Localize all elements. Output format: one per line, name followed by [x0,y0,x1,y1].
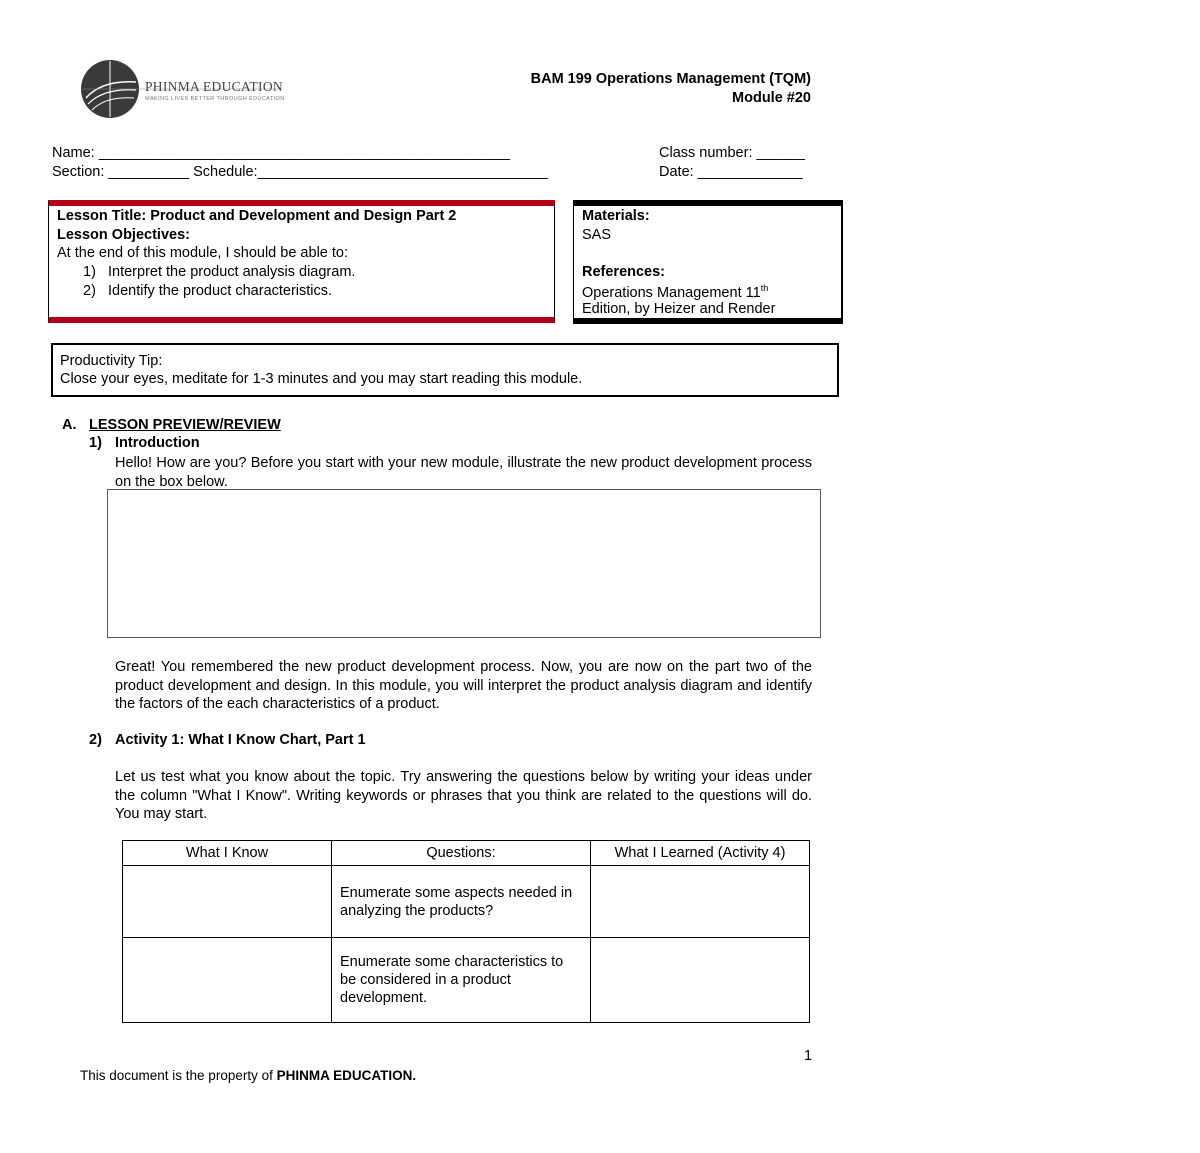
reference-line-2: Edition, by Heizer and Render [582,301,776,317]
page-number: 1 [804,1048,813,1064]
column-header: What I Know [123,841,332,866]
logo-name: PHINMA EDUCATION [145,79,283,94]
materials-value: SAS [582,227,612,243]
section-heading: LESSON PREVIEW/REVIEW [89,417,281,433]
lesson-title: Lesson Title: Product and Development and Design Part 2 [57,208,457,224]
question-cell: Enumerate some aspects needed in analyzing the products? [332,866,591,938]
table-row [123,938,810,1023]
reference-line [582,283,768,301]
tip-label: Productivity Tip: [60,353,163,369]
learned-cell[interactable] [591,938,810,1023]
table-row [123,866,810,938]
column-header: What I Learned (Activity 4) [591,841,810,866]
question-cell: Enumerate some characteristics to be considered in a product development. [332,938,591,1023]
followup-text: Great! You remembered the new product development process. Now, you are now on the part two of the product development and design. In this module, you will interpret the product analysis diagram and identify the factors of the each characteristics of a product. [115,659,812,712]
reference-text: Operations Management 11 [582,284,761,301]
class-number-field[interactable]: Class number: ______ [659,145,805,161]
tip-text: Close your eyes, meditate for 1-3 minutes and you may start reading this module. [60,371,583,387]
reference-superscript: th [760,283,769,293]
illustration-answer-box[interactable] [107,489,821,638]
intro-number: 1) [89,435,102,451]
objectives-intro: At the end of this module, I should be able to: [57,245,348,261]
property-text: This document is the property of [80,1068,273,1083]
section-schedule-field[interactable]: Section: __________ Schedule:____________________________________ [52,164,548,180]
module-number: Module #20 [732,90,811,106]
productivity-tip-box [51,343,839,397]
references-label: References: [582,264,666,280]
property-notice [80,1068,416,1083]
what-i-know-chart [122,840,810,1023]
logo-tagline: MAKING LIVES BETTER THROUGH EDUCATION [145,96,285,102]
activity-number: 2) [89,732,102,748]
know-cell[interactable] [123,938,332,1023]
course-title: BAM 199 Operations Management (TQM) [530,71,811,87]
know-cell[interactable] [123,866,332,938]
intro-text: Hello! How are you? Before you start with your new module, illustrate the new product development process on the box below. [115,455,812,490]
date-field[interactable]: Date: _____________ [659,164,803,180]
objective-number: 1) [83,264,96,280]
objectives-label: Lesson Objectives: [57,227,190,243]
materials-label: Materials: [582,208,650,224]
property-owner: PHINMA EDUCATION. [276,1068,417,1083]
objective-number: 2) [83,283,96,299]
activity-text: Let us test what you know about the topic. Try answering the questions below by writing your ideas under the column "What I Know". Writing keywords or phrases that you think are related to the questions will do. You may start. [115,769,812,822]
intro-heading: Introduction [115,435,200,451]
objective-item: Interpret the product analysis diagram. [108,264,356,280]
objective-item: Identify the product characteristics. [108,283,333,299]
column-header: Questions: [332,841,591,866]
table-header-row [123,841,810,866]
name-field[interactable]: Name: ___________________________________________________ [52,145,511,161]
section-letter: A. [62,417,77,433]
learned-cell[interactable] [591,866,810,938]
activity-heading: Activity 1: What I Know Chart, Part 1 [115,732,366,748]
